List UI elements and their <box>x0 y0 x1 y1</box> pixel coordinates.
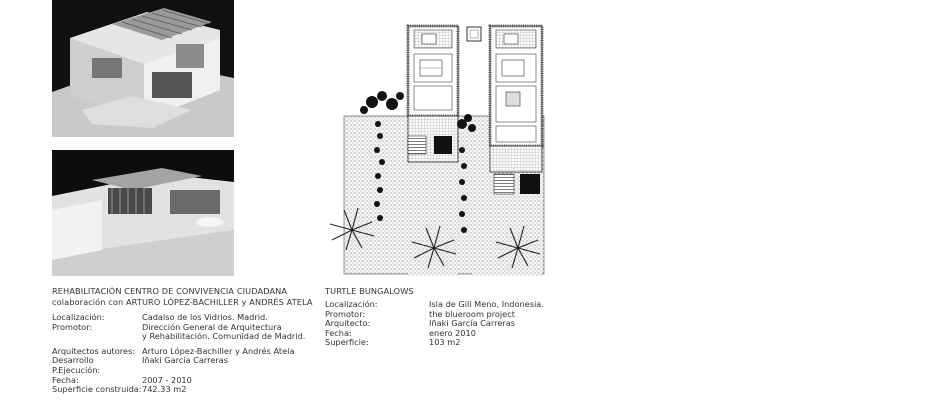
model-photo-aerial <box>52 0 234 137</box>
field-value: Dirección General de Arquitectura y Rehabilitación. Comunidad de Madrid. <box>142 321 306 342</box>
left-project-title: REHABILITACIÓN CENTRO DE CONVIVENCIA CIUDADANA <box>52 286 288 296</box>
field-row <box>325 338 625 348</box>
field-row <box>52 323 332 342</box>
field-value: Cadalso de los Vidrios. Madrid. <box>142 312 268 322</box>
field-row <box>52 385 332 395</box>
model-photo-side <box>52 150 234 276</box>
left-project-subtitle: colaboración con ARTURO LÓPEZ-BACHILLER y ANDRÉS ATELA <box>52 297 313 307</box>
field-label: Arquitecto: <box>325 318 371 329</box>
field-value: Isla de Gili Meno, Indonesia. <box>429 299 544 309</box>
field-label: Localización: <box>52 312 105 322</box>
field-value: 2007 - 2010 <box>142 374 192 385</box>
field-value: Iñaki García Carreras <box>429 318 516 329</box>
field-value: Arturo López-Bachiller y Andrés Atela <box>142 345 295 356</box>
field-label: Promotor: <box>52 321 93 332</box>
field-label: Fecha: <box>325 327 352 338</box>
field-label: Superficie construida: <box>52 384 142 395</box>
field-value: enero 2010 <box>429 327 476 338</box>
field-row <box>52 356 332 375</box>
field-row <box>325 329 625 339</box>
field-label: Promotor: <box>325 308 366 319</box>
field-label: Desarrollo P.Ejecución: <box>52 355 101 375</box>
right-project-title: TURTLE BUNGALOWS <box>325 286 414 296</box>
site-plan-drawing <box>322 20 552 276</box>
field-value: the blueroom project <box>429 308 515 319</box>
field-label: Superficie: <box>325 337 369 348</box>
field-value: 742.33 m2 <box>142 384 187 395</box>
field-value: 103 m2 <box>429 337 461 348</box>
field-label: Fecha: <box>52 374 79 385</box>
field-label: Localización: <box>325 299 378 309</box>
field-label: Arquitectos autores: <box>52 345 135 356</box>
left-project-fields <box>52 313 332 395</box>
field-value: Iñaki García Carreras <box>142 355 229 366</box>
right-project-fields <box>325 300 625 348</box>
